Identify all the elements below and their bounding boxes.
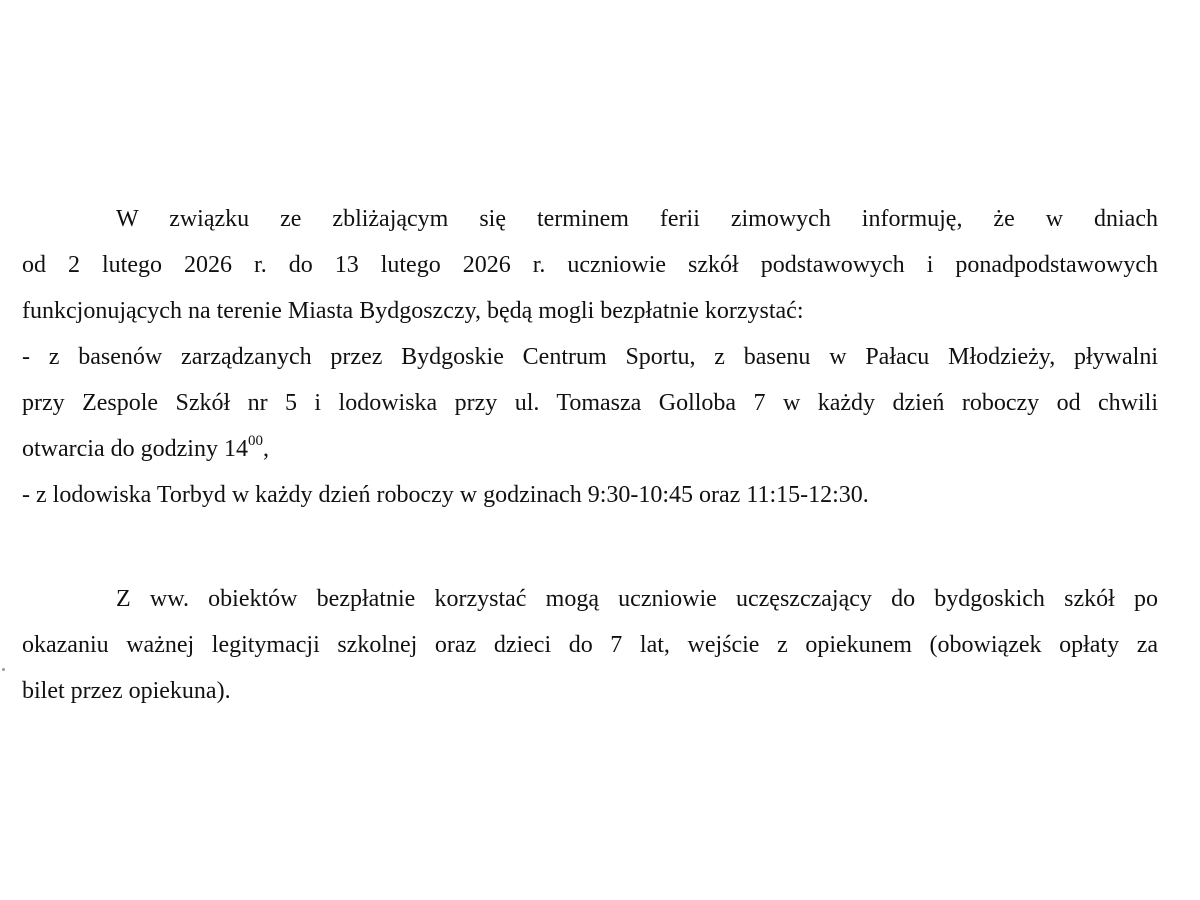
text-fragment: otwarcia do godziny 14 — [22, 436, 248, 462]
text-line: - z lodowiska Torbyd w każdy dzień roboczy w godzinach 9:30-10:45 oraz 11:15-12:30. — [22, 482, 869, 508]
text-line: - z basenów zarządzanych przez Bydgoskie Centrum Sportu, z basenu w Pałacu Młodzieży, pływalni — [22, 344, 1158, 370]
text-line: W związku ze zbliżającym się terminem ferii zimowych informuję, że w dniach — [116, 206, 1158, 232]
text-line: od 2 lutego 2026 r. do 13 lutego 2026 r. uczniowie szkół podstawowych i ponadpodstawowych — [22, 252, 1158, 278]
text-line: funkcjonujących na terenie Miasta Bydgoszczy, będą mogli bezpłatnie korzystać: — [22, 298, 804, 324]
paragraph-ferie-info — [22, 196, 1158, 518]
text-line: Z ww. obiektów bezpłatnie korzystać mogą uczniowie uczęszczający do bydgoskich szkół po — [116, 586, 1158, 612]
text-line: bilet przez opiekuna). — [22, 678, 231, 704]
superscript-minutes: 00 — [247, 433, 263, 449]
scan-speck — [2, 668, 5, 671]
text-fragment: , — [262, 436, 269, 462]
text-line: okazaniu ważnej legitymacji szkolnej oraz dzieci do 7 lat, wejście z opiekunem (obowiązek opłaty za — [22, 632, 1158, 658]
text-line — [22, 426, 1158, 472]
text-line: przy Zespole Szkół nr 5 i lodowiska przy ul. Tomasza Golloba 7 w każdy dzień roboczy od chwili — [22, 390, 1158, 416]
paragraph-conditions — [22, 576, 1158, 714]
